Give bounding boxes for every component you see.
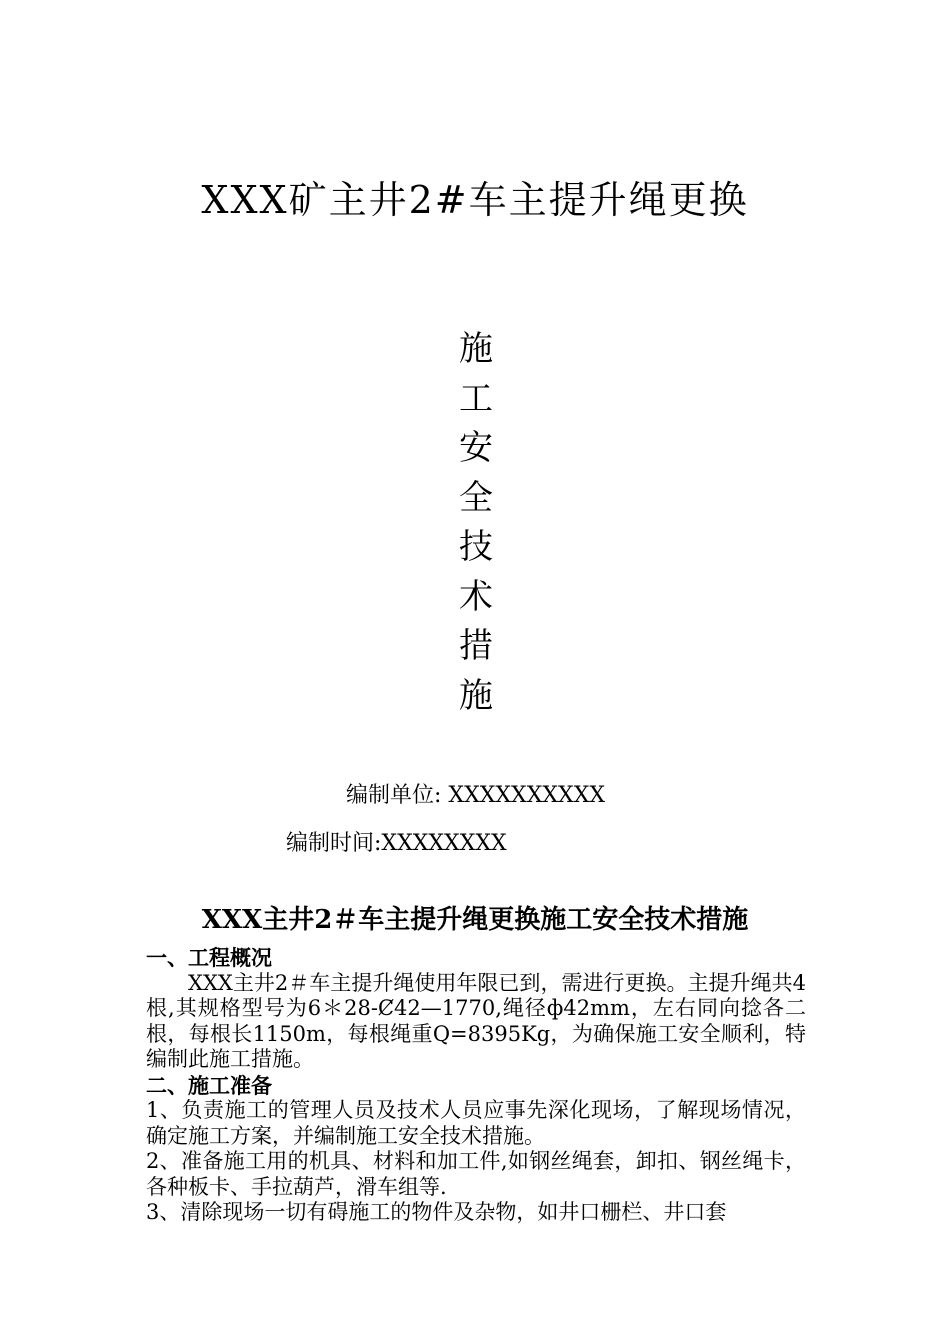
preparation-item: 1、负责施工的管理人员及技术人员应事先深化现场，了解现场情况，确定施工方案，并编制施工安全技术措施。 [146,1098,806,1148]
preparation-item: 3、清除现场一切有碍施工的物件及杂物，如井口栅栏、井口套 [146,1200,727,1224]
cover-title: XXX矿主井2#车主提升绳更换 [201,178,749,222]
section-heading-overview: 一、工程概况 [146,945,272,970]
vertical-char: 工 [459,378,493,419]
vertical-char: 全 [459,477,493,518]
vertical-char: 施 [459,675,493,716]
preparation-item: 2、准备施工用的机具、材料和加工件,如钢丝绳套，卸扣、钢丝绳卡，各种板卡、手拉葫芦，滑车组等. [146,1149,806,1199]
vertical-char: 术 [459,576,493,617]
document-body [146,945,806,1226]
section-heading-preparation: 二、施工准备 [146,1072,272,1098]
overview-paragraph: XXX主井2＃车主提升绳使用年限已到，需进行更换。主提升绳共4根,其规格型号为6＊28-Ȼ42—1770,绳径ф42mm，左右同向捻各二根，每根长1150m，每根绳重Q=8395Kg，为确保施工安全顺利，特编制此施工措施。 [146,970,806,1071]
body-title: XXX主井2＃车主提升绳更换施工安全技术措施 [201,905,749,935]
compile-time: 编制时间:XXXXXXXX [286,831,507,856]
vertical-char: 技 [459,527,493,567]
vertical-title [454,325,498,721]
vertical-char: 安 [459,428,493,468]
vertical-char: 施 [459,329,493,369]
vertical-char: 措 [459,626,493,666]
compiler-unit: 编制单位: XXXXXXXXXX [346,783,606,808]
